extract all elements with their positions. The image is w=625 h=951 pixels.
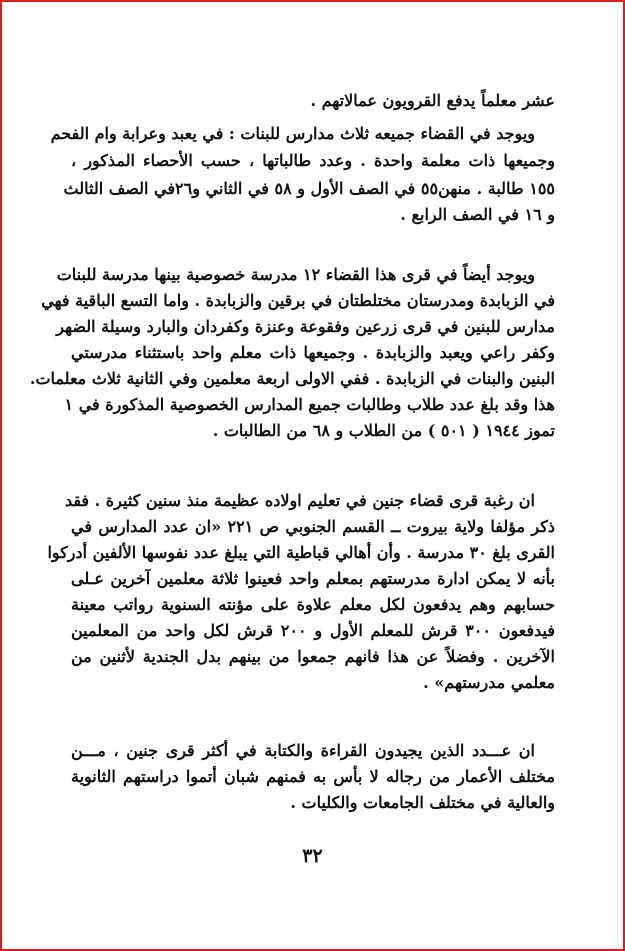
text-line: حسابهم وهم يدفعون لكل معلم علاوة على مؤنته السنوية رواتب معينة [71,595,555,614]
text-line: هذا وقد بلغ عدد طلاب وطالبات جميع المدارس الخصوصية المذكورة في ١ [64,395,555,414]
text-line: ان عـــدد الذين يجيدون القراءة والكتابة في أكثر قرى جنين ، مـــن [71,741,535,760]
text-line: فيدفعون ٣٠٠ قرش للمعلم الأول و ٢٠٠ قرش لكل واحد من المعلمين [71,621,556,640]
text-line: القرى بلغ ٣٠ مدرسة . وأن أهالي قباطية التي يبلغ عدد نفوسها الألفين أدركوا [47,543,555,562]
text-line: معلمي مدرستهم» . [423,673,555,692]
text-line: مدارس للبنين في قرى زرعين وفقوعة وعنزة وكفردان والبارد وسيلة الضهر [56,317,555,336]
text-line: ويوجد أيضاً في قرى هذا القضاء ١٢ مدرسة خصوصية بينها مدرسة للبنات [56,265,535,284]
text-line: وكفر راعي ويعبد والزبابدة . وجميعها ذات معلم واحد باستثناء مدرستي [71,343,555,362]
text-line: بأنه لا يمكن ادارة مدرستهم بمعلم واحد فعينوا ثلاثة معلمين آخرين عـلى [71,569,555,588]
text-line: ويوجد في القضاء جميعه ثلاث مدارس للبنات : في يعبد وعرابة وام الفحم [50,124,535,143]
text-line: ١٥٥ طالبة . منهن٥٥ في الصف الأول و ٥٨ في الثاني و٢٦في الصف الثالث [63,179,555,198]
text-line: ان رغبة قرى قضاء جنين في تعليم اولاده عظيمة منذ سنين كثيرة . فقد [64,491,535,510]
text-line: في الزبابدة ومدرستان مختلطتان في برقين والزبابدة . واما التسع الباقية فهي [41,291,555,310]
text-line: مختلف الأعمار من رجاله لا بأس به فمنهم شبان أتموا دراستهم الثانوية [71,767,555,786]
text-line: وجميعها ذات معلمة واحدة . وعدد طالباتها ، حسب الأحصاء المذكور ، [71,151,555,170]
page-number: ٣٢ [302,845,323,867]
text-line: و ١٦ في الصف الرابع . [400,205,555,224]
text-line: عشر معلماً يدفع القرويون عمالاتهم . [310,91,555,110]
text-line: البنين والبنات في الزبابدة . ففي الاولى اربعة معلمين وفي الثانية ثلاث معلمات. [29,369,555,388]
text-line: ذكر مؤلفا ولاية بيروت ــ القسم الجنوبي ص ٢٢١ «ان عدد المدارس في [71,517,555,536]
text-line: الآخرين . وفضلاً عن هذا فانهم جمعوا من بينهم بدل الجندية لأثنين من [71,647,555,666]
text-line: تموز ١٩٤٤ ( ٥٠١ ) من الطلاب و ٦٨ من الطالبات . [212,421,555,440]
text-line: والعالية في مختلف الجامعات والكليات . [290,793,555,812]
